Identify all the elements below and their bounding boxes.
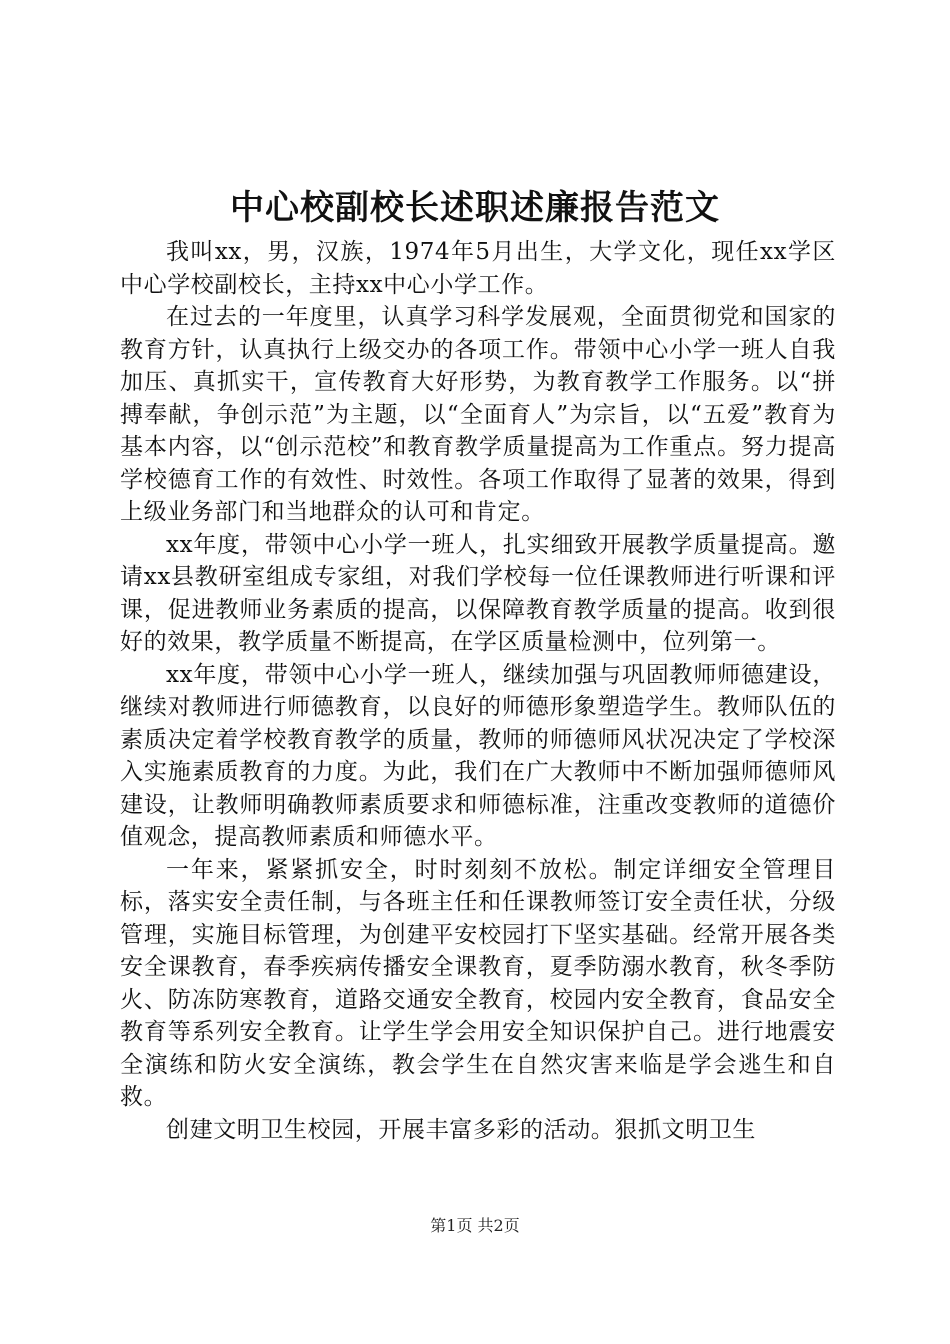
document-body: [120, 236, 836, 1146]
paragraph-overview: 在过去的一年度里，认真学习科学发展观，全面贯彻党和国家的教育方针，认真执行上级交办的各项工作。带领中心小学一班人自我加压、真抓实干，宣传教育大好形势，为教育教学工作服务。以“拼搏奉献，争创示范”为主题，以“全面育人”为宗旨，以“五爱”教育为基本内容，以“创示范校”和教育教学质量提高为工作重点。努力提高学校德育工作的有效性、时效性。各项工作取得了显著的效果，得到上级业务部门和当地群众的认可和肯定。: [120, 304, 836, 525]
document-title: 中心校副校长述职述廉报告范文: [230, 188, 720, 228]
paragraph-campus: 创建文明卫生校园，开展丰富多彩的活动。狠抓文明卫生: [166, 1116, 756, 1143]
paragraph-teaching-quality: xx年度，带领中心小学一班人，扎实细致开展教学质量提高。邀请xx县教研室组成专家组，对我们学校每一位任课教师进行听课和评课，促进教师业务素质的提高，以保障教育教学质量的提高。收到很好的效果，教学质量不断提高，在学区质量检测中，位列第一。: [120, 531, 836, 655]
paragraph-intro: 我叫xx，男，汉族，1974年5月出生，大学文化，现任xx学区中心学校副校长，主持xx中心小学工作。: [120, 239, 836, 298]
paragraph-teacher-ethics: xx年度，带领中心小学一班人，继续加强与巩固教师师德建设，继续对教师进行师德教育，以良好的师德形象塑造学生。教师队伍的素质决定着学校教育教学的质量，教师的师德师风状况决定了学校深入实施素质教育的力度。为此，我们在广大教师中不断加强师德师风建设，让教师明确教师素质要求和师德标准，注重改变教师的道德价值观念，提高教师素质和师德水平。: [120, 661, 836, 850]
page-footer: 第1页 共2页: [430, 1216, 520, 1235]
paragraph-safety: 一年来，紧紧抓安全，时时刻刻不放松。制定详细安全管理目标，落实安全责任制，与各班主任和任课教师签订安全责任状，分级管理，实施目标管理，为创建平安校园打下坚实基础。经常开展各类安全课教育，春季疾病传播安全课教育，夏季防溺水教育，秋冬季防火、防冻防寒教育，道路交通安全教育，校园内安全教育，食品安全教育等系列安全教育。让学生学会用安全知识保护自己。进行地震安全演练和防火安全演练，教会学生在自然灾害来临是学会逃生和自救。: [120, 856, 836, 1110]
